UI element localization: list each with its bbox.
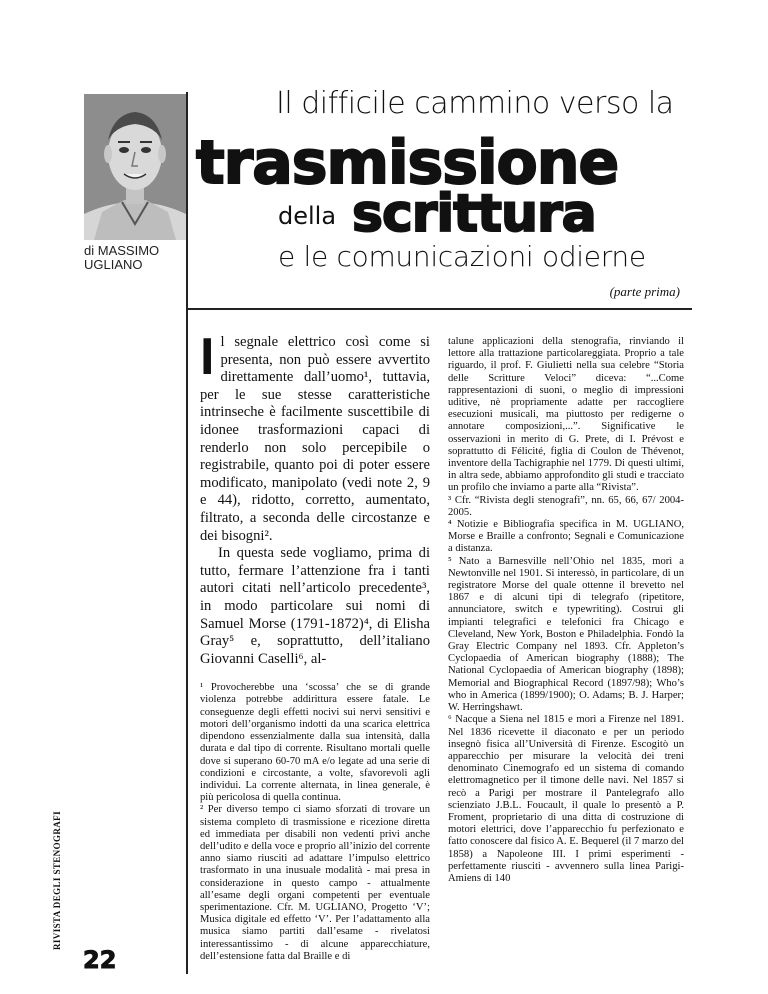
author-prefix: di: [84, 243, 95, 258]
title-line-4: e le comunicazioni odierne: [278, 240, 646, 273]
author-byline: [84, 244, 184, 272]
page-number: 22: [83, 946, 117, 974]
horizontal-rule: [186, 308, 692, 310]
footnote-2: ² Per diverso tempo ci siamo sforzati di trovare un sistema completo di trasmissione e ricezione diretta ed immediata per disabili non vedenti privi anche dell’udito e della voce e proprio all’inizio del corrente anno siamo riusciti ad adattare l’impulso elettrico trasformato in una inusuale modalità - mai presa in considerazione in questo campo - attualmente all’esame degli organi competenti per eventuale sperimentazione. Cfr. M. UGLIANO, Progetto ‘V’; Musica digitale ed effetto ‘V’. Per l’adattamento alla musica siamo partiti dall’esame - rivelatosi interessantissimo - di alcune apparecchiature, dell’estensione fatta dal Braille e di: [200, 804, 430, 962]
journal-sidebar-title: RIVISTA DEGLI STENOGRAFI: [52, 811, 62, 950]
footnotes-col1: [200, 682, 430, 963]
drop-cap: I: [200, 328, 215, 386]
footnote-3: ³ Cfr. “Rivista degli stenografi”, nn. 65, 66, 67/ 2004-2005.: [448, 494, 684, 518]
vertical-rule: [186, 92, 188, 974]
paragraph-2: In questa sede vogliamo, prima di tutto, fermare l’attenzione fra i tanti autori citati nell’articolo precedente³, in modo particolare sui nomi di Samuel Morse (1791-1872)⁴, di Elisha Gray⁵ e, soprattutto, dell’italiano Giovanni Caselli⁶, al-: [200, 545, 430, 667]
author-portrait: [84, 94, 186, 240]
footnote-1: ¹ Provocherebbe una ‘scossa’ che se di grande violenza potrebbe addirittura essere fatale. Le conseguenze degli effetti nocivi sui nervi sensitivi e motori dell’organismo indotti da una scarica elettrica dipendono essenzialmente dalla sua intensità, dalla durata e dal tipo di corrente. Risultano mortali quelle dove si superano 60-70 mA e/o legate ad una serie di condizioni e circostante, a volte, sfavorevoli agli individui. La corrente alternata, in linea generale, è più pericolosa di quella continua.: [200, 682, 430, 804]
title-line-3b: scrittura: [352, 184, 596, 244]
title-line-3a: della: [278, 202, 337, 230]
footnote-4: ⁴ Notizie e Bibliografia specifica in M. UGLIANO, Morse e Braille a confronto; Segnali e Comunicazione a distanza.: [448, 519, 684, 555]
title-line-2: trasmissione: [196, 128, 619, 198]
column-1: [200, 328, 430, 963]
main-text: [200, 328, 430, 668]
title-line-1: Il difficile cammino verso la: [276, 86, 674, 121]
paragraph-1-text: l segnale elettrico così come si presenta, non può essere avvertito direttamente dall’uomo¹, tuttavia, per le sue stesse caratteristiche intrinseche è facilmente suscettibile di idonee trasformazioni capaci di renderlo non solo percepibile o registrabile, quanto poi di poter essere modificato, manipolato (vedi note 2, 9 e 44), ridotto, corretto, aumentato, filtrato, a seconda delle circostanze e dei bisogni².: [200, 334, 430, 544]
footnote-6: ⁶ Nacque a Siena nel 1815 e morì a Firenze nel 1891. Nel 1836 ricevette il diaconato e per un periodo insegnò fisica all’Università di Firenze. Escogitò un apparecchio per misurare la velocità dei treni denominato Cinemografo ed un sistema di comando elettromagnetico per il timone delle navi. Nel 1857 si recò a Parigi per mostrare il Pantelegrafo allo scienziato J.B.L. Foucault, il quale lo presentò a P. Froment, proprietario di una ditta di costruzione di motori elettrici, dove l’apparecchio fu perfezionato e fatto conoscere dal fisico A. E. Bequerel (il 7 marzo del 1858) a Napoleone III. I primi esperimenti - perfettamente riusciti - avvennero sulla linea Parigi-Amiens di 140: [448, 714, 684, 884]
footnote-5: ⁵ Nato a Barnesville nell’Ohio nel 1835, morì a Newtonville nel 1901. Si interessò, in particolare, di un registratore Morse del quale ottenne il brevetto nel 1867 e di alcuni tipi di telegrafo (ripetitore, annunciatore, switch e typewriting). Costruì gli impianti telegrafici e telefonici fra Chicago e Cleveland, New York, Boston e Philadelphia. Fondò la Gray Electric Company nel 1893. Cfr. Appleton’s Cyclopaedia of American biography (1888); The National Cyclopaedia of American biography (1898); Memorial and Biographical Record (1897/98); Who’s who in America (1899/1900); O. Adams; B. J. Harper; W. Herringshawt.: [448, 555, 684, 714]
portrait-image: [84, 94, 186, 240]
footnote-2-continued: talune applicazioni della stenografia, rinviando il lettore alla trattazione particolareggiata. Proprio a tale riguardo, il prof. F. Giulietti nella sua celebre “Storia delle Scritture Veloci” diceva: “...Come rappresentazioni di suoni, o meglio di impressioni uditive, nè propriamente adatte per raccogliere esecuzioni musicali, ma piuttosto per redigerne o annotare composizioni,...”. Significative le osservazioni in merito di G. Prete, di I. Prévost e soprattutto di Félicité, figlia di Coulon de Thévenot, inventore della Tachigraphie nel 1779. Di questi ultimi, in altra sede, abbiamo approfondito gli studi e tracciato un profilo che inviamo a parte alla “Rivista”.: [448, 336, 684, 494]
column-2: [448, 336, 684, 885]
part-label: (parte prima): [609, 284, 680, 299]
paragraph-1: [200, 328, 430, 545]
author-name: MASSIMO UGLIANO: [84, 243, 160, 272]
